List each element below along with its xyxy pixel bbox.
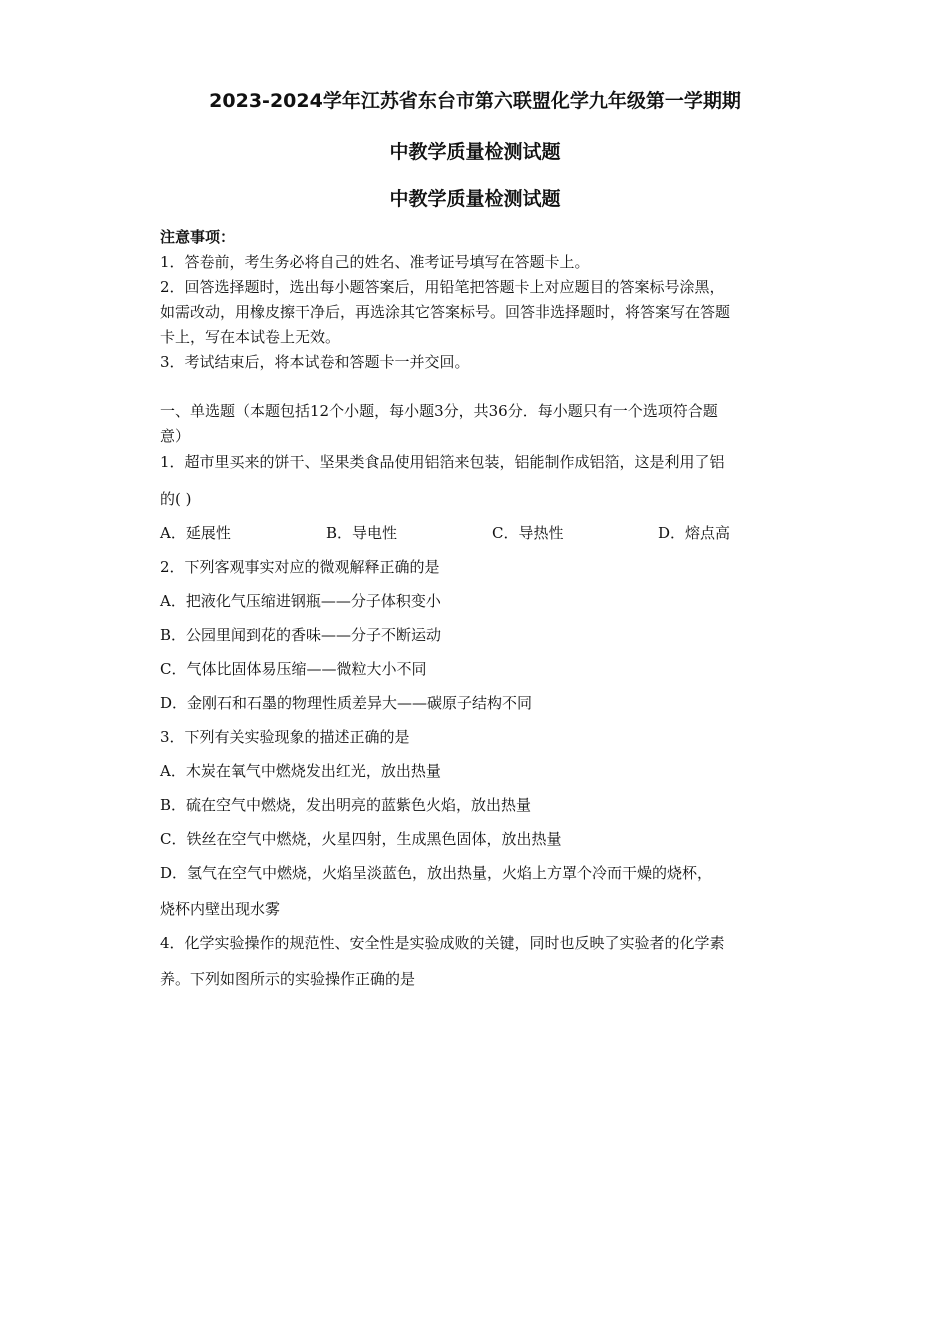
q3-option-b: B．硫在空气中燃烧，发出明亮的蓝紫色火焰，放出热量 <box>160 796 532 814</box>
q4-stem-line-1: 4．化学实验操作的规范性、安全性是实验成败的关键，同时也反映了实验者的化学素 <box>160 934 725 952</box>
notes-item-2-line-1: 2．回答选择题时，选出每小题答案后，用铅笔把答题卡上对应题目的答案标号涂黑， <box>160 278 725 296</box>
q2-option-d: D．金刚石和石墨的物理性质差异大——碳原子结构不同 <box>160 694 533 712</box>
q3-stem: 3．下列有关实验现象的描述正确的是 <box>160 728 410 746</box>
title-line-2: 中教学质量检测试题 <box>389 141 561 163</box>
notes-item-3: 3．考试结束后，将本试卷和答题卡一并交回。 <box>160 353 470 371</box>
q3-option-a: A．木炭在氧气中燃烧发出红光，放出热量 <box>160 762 441 780</box>
section-1-heading-line-2: 意） <box>160 427 191 445</box>
title-line-3: 中教学质量检测试题 <box>389 188 561 210</box>
q1-option-a: A．延展性 <box>160 524 231 542</box>
q2-option-c: C．气体比固体易压缩——微粒大小不同 <box>160 660 427 678</box>
notes-item-2-line-3: 卡上，写在本试卷上无效。 <box>160 328 341 346</box>
q2-stem: 2．下列客观事实对应的微观解释正确的是 <box>160 558 440 576</box>
q2-option-a: A．把液化气压缩进钢瓶——分子体积变小 <box>160 592 441 610</box>
q1-option-c: C．导热性 <box>492 524 564 542</box>
q3-option-d-line-1: D．氢气在空气中燃烧，火焰呈淡蓝色，放出热量，火焰上方罩个冷而干燥的烧杯， <box>160 864 713 882</box>
q3-option-c: C．铁丝在空气中燃烧，火星四射，生成黑色固体，放出热量 <box>160 830 562 848</box>
notes-item-2-line-2: 如需改动，用橡皮擦干净后，再选涂其它答案标号。回答非选择题时，将答案写在答题 <box>160 303 731 321</box>
notes-heading: 注意事项： <box>160 228 236 246</box>
title-line-1: 2023-2024学年江苏省东台市第六联盟化学九年级第一学期期 <box>209 90 741 112</box>
q1-option-d: D．熔点高 <box>658 524 731 542</box>
section-1-heading-line-1: 一、单选题（本题包括12个小题，每小题3分，共36分．每小题只有一个选项符合题 <box>160 402 718 420</box>
q2-option-b: B．公园里闻到花的香味——分子不断运动 <box>160 626 442 644</box>
q1-option-b: B．导电性 <box>326 524 398 542</box>
q1-stem-line-2: 的( ) <box>160 490 192 508</box>
q4-stem-line-2: 养。下列如图所示的实验操作正确的是 <box>160 970 416 988</box>
q1-stem-line-1: 1．超市里买来的饼干、坚果类食品使用铝箔来包装，铝能制作成铝箔，这是利用了铝 <box>160 453 725 471</box>
q3-option-d-line-2: 烧杯内壁出现水雾 <box>160 900 281 918</box>
notes-item-1: 1．答卷前，考生务必将自己的姓名、准考证号填写在答题卡上。 <box>160 253 590 271</box>
